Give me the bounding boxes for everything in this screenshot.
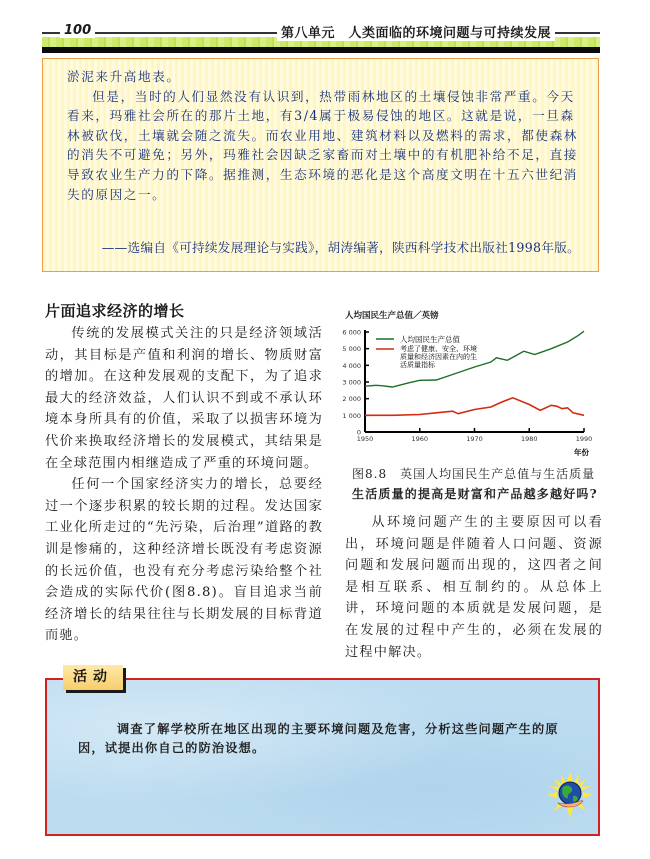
reading-excerpt-box <box>42 58 599 272</box>
excerpt-text <box>67 67 582 204</box>
body-text-right <box>345 512 603 663</box>
activity-text <box>78 720 578 758</box>
svg-text:6 000: 6 000 <box>342 328 361 337</box>
figure-caption: 图8.8 英国人均国民生产总值与生活质量 <box>352 467 596 481</box>
svg-text:1 000: 1 000 <box>342 411 361 420</box>
svg-text:1960: 1960 <box>411 435 429 443</box>
chapter-title: 第八单元 人类面临的环境问题与可持续发展 <box>277 22 555 41</box>
body-paragraph: 任何一个国家经济实力的增长，总要经过一个逐步积累的较长期的过程。发达国家工业化所走过的“先污染，后治理”道路的教训是惨痛的，这种经济增长既没有考虑资源的长远价值，也没有充分考虑污染给整个社会造成的实际代价(图8.8)。盲目追求当前经济增长的结果往往与长期发展的目标背道而驰。 <box>45 477 323 644</box>
svg-text:1970: 1970 <box>466 435 483 443</box>
line-chart <box>330 315 610 465</box>
section-title: 片面追求经济的增长 <box>45 302 185 320</box>
header-black-band <box>42 47 600 53</box>
excerpt-paragraph: 淤泥来升高地表。 <box>67 69 181 84</box>
globe-in-hand-icon <box>545 770 595 820</box>
svg-text:1950: 1950 <box>356 435 374 443</box>
body-paragraph: 传统的发展模式关注的只是经济领域活动，其目标是产值和利润的增长、物质财富的增加。在这种发展观的支配下，为了追求最大的经济效益，人们认识不到或不承认环境本身所具有的价值，采取了以损害环境为代价来换取经济增长的发展模式，其结果是在全球范围内相继造成了严重的环境问题。 <box>45 326 323 471</box>
activity-tag: 活动 <box>63 665 123 690</box>
page-number: 100 <box>60 23 95 38</box>
figure-question: 生活质量的提高是财富和产品越多越好吗? <box>352 487 598 501</box>
svg-text:2 000: 2 000 <box>342 395 361 404</box>
x-axis-ticks <box>357 428 593 443</box>
excerpt-source: ——选编自《可持续发展理论与实践》，胡涛编著，陕西科学技术出版社1998年版。 <box>101 240 580 255</box>
svg-text:1980: 1980 <box>520 435 538 443</box>
excerpt-paragraph: 但是，当时的人们显然没有认识到，热带雨林地区的土壤侵蚀非常严重。今天看来，玛雅社会所在的那片土地，有3/4属于极易侵蚀的地区。这就是说，一旦森林被砍伐，土壤就会随之流失。而农业用地、建筑材料以及燃料的需求，都使森林的消失不可避免；另外，玛雅社会因缺乏家畜而对土壤中的有机肥补给不足，直接导致农业生产力的下降。据推测，生态环境的恶化是这个高度文明在十五六世纪消失的原因之一。 <box>67 88 578 202</box>
legend-label-quality: 考虑了健康、安全、环境 质量和经济因素在内的生 活质量指标 <box>400 345 477 369</box>
svg-text:1990: 1990 <box>575 435 593 443</box>
x-axis-label: 年份 <box>574 448 589 457</box>
legend-label-gnp: 人均国民生产总值 <box>400 335 460 344</box>
svg-text:4 000: 4 000 <box>342 361 361 370</box>
body-text-left <box>45 323 323 647</box>
svg-text:0: 0 <box>356 428 361 437</box>
chart-title: 人均国民生产总值／英镑 <box>345 311 439 321</box>
activity-paragraph: 调查了解学校所在地区出现的主要环境问题及危害，分析这些问题产生的原因，试提出你自己的防治设想。 <box>78 722 559 755</box>
svg-text:5 000: 5 000 <box>342 345 361 354</box>
quality-of-life-line <box>365 398 584 416</box>
svg-text:3 000: 3 000 <box>342 378 361 387</box>
body-paragraph: 从环境问题产生的主要原因可以看出，环境问题是伴随着人口问题、资源问题和发展问题而出现的，这四者之间是相互联系、相互制约的。从总体上讲，环境问题的本质就是发展问题，是在发展的过程中产生的，必须在发展的过程中解决。 <box>345 515 603 660</box>
chart-legend <box>376 334 479 369</box>
